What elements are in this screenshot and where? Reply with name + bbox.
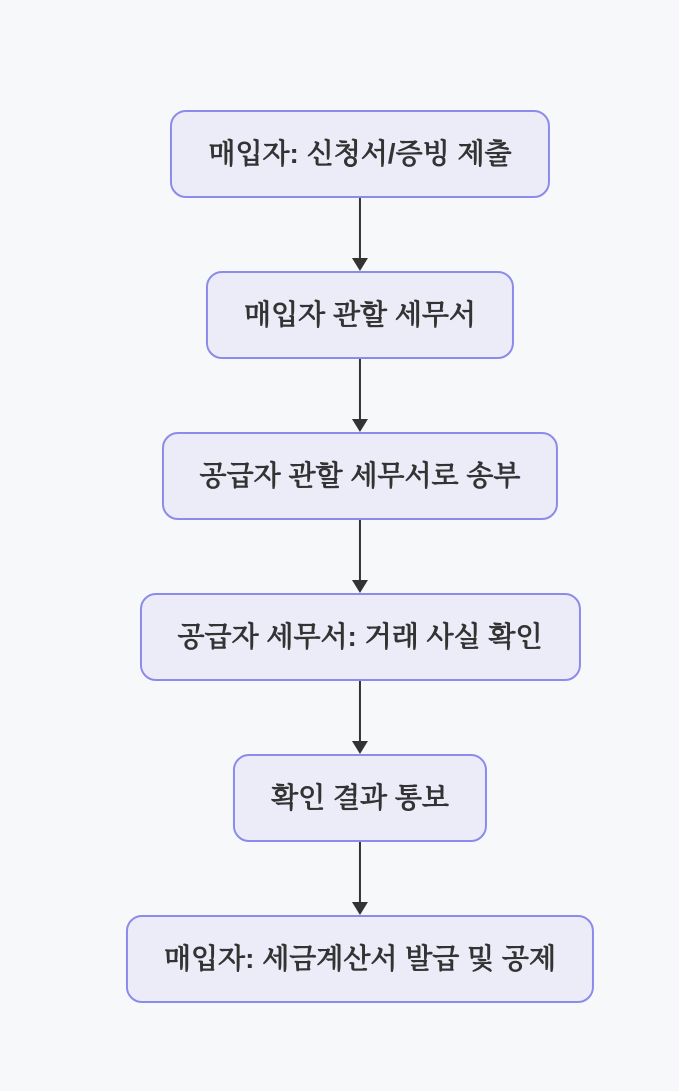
arrow-line <box>359 359 361 419</box>
arrow-head <box>352 419 368 432</box>
flow-node-buyer-tax-office <box>206 271 514 359</box>
flow-node-buyer-submit <box>170 110 549 198</box>
arrow-line <box>359 681 361 741</box>
arrow-line <box>359 520 361 580</box>
flow-node-label: 확인 결과 통보 <box>271 782 449 813</box>
flow-node-label: 매입자: 신청서/증빙 제출 <box>208 138 512 169</box>
arrow-head <box>352 258 368 271</box>
flow-node-supplier-office-verify <box>139 593 580 681</box>
arrow-line <box>359 842 361 902</box>
arrow-line <box>359 198 361 258</box>
flow-node-notify-result <box>233 754 487 842</box>
arrow-head <box>352 902 368 915</box>
flow-node-label: 매입자: 세금계산서 발급 및 공제 <box>163 943 557 974</box>
flow-node-buyer-invoice-deduction <box>126 915 594 1003</box>
flow-node-label: 공급자 세무서: 거래 사실 확인 <box>177 621 543 652</box>
flow-node-label: 매입자 관할 세무서 <box>244 299 476 330</box>
arrow-down-icon <box>352 198 368 271</box>
arrow-head <box>352 580 368 593</box>
flowchart <box>126 110 594 1003</box>
arrow-head <box>352 741 368 754</box>
arrow-down-icon <box>352 681 368 754</box>
arrow-down-icon <box>352 359 368 432</box>
arrow-down-icon <box>352 842 368 915</box>
flow-node-forward-supplier-office <box>162 432 559 520</box>
arrow-down-icon <box>352 520 368 593</box>
flow-node-label: 공급자 관할 세무서로 송부 <box>199 460 521 491</box>
